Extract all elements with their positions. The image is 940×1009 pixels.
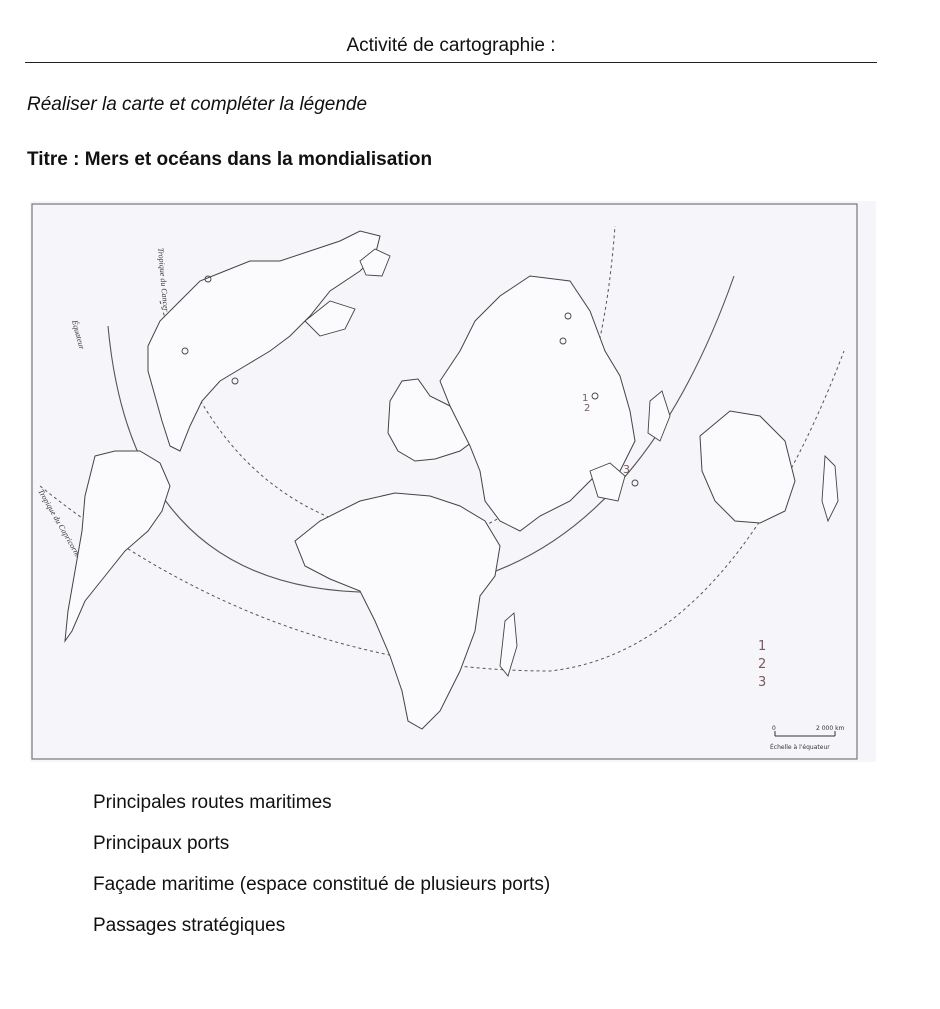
asia-number-2: 2 <box>584 403 591 414</box>
scale-zero: 0 <box>772 725 776 732</box>
legend-item: Façade maritime (espace constitué de plusieurs ports) <box>93 874 551 895</box>
legend-item: Principaux ports <box>93 833 230 854</box>
world-map-canvas <box>30 201 876 762</box>
header-title: Activité de cartographie : <box>346 35 556 56</box>
new-zealand <box>822 456 838 521</box>
scale-distance: 2 000 km <box>816 725 845 732</box>
world-map <box>30 201 876 762</box>
tropic-capricorn-label: Tropique du Capricorne <box>36 487 83 560</box>
south-america <box>65 451 170 641</box>
key-number-2: 2 <box>758 657 767 672</box>
asia-number-1: 1 <box>582 393 589 404</box>
africa <box>295 493 500 729</box>
key-number-3: 3 <box>758 675 767 690</box>
tropic-cancer-label: Tropique du Cancer <box>156 247 171 313</box>
map-title: Titre : Mers et océans dans la mondialisation <box>27 149 433 170</box>
asia-number-3: 3 <box>623 463 630 476</box>
key-number-1: 1 <box>758 639 767 654</box>
legend-item: Passages stratégiques <box>93 915 286 936</box>
legend-item: Principales routes maritimes <box>93 792 332 813</box>
legend-list <box>93 791 550 955</box>
equator-label: Équateur <box>70 319 87 351</box>
instruction-text: Réaliser la carte et compléter la légende <box>27 94 368 115</box>
scale-caption: Échelle à l'équateur <box>770 744 830 751</box>
north-america <box>148 231 380 451</box>
madagascar <box>500 613 517 676</box>
port-marker <box>232 378 238 384</box>
document-header <box>25 30 877 63</box>
australia <box>700 411 795 523</box>
port-marker <box>632 480 638 486</box>
japan <box>648 391 670 441</box>
